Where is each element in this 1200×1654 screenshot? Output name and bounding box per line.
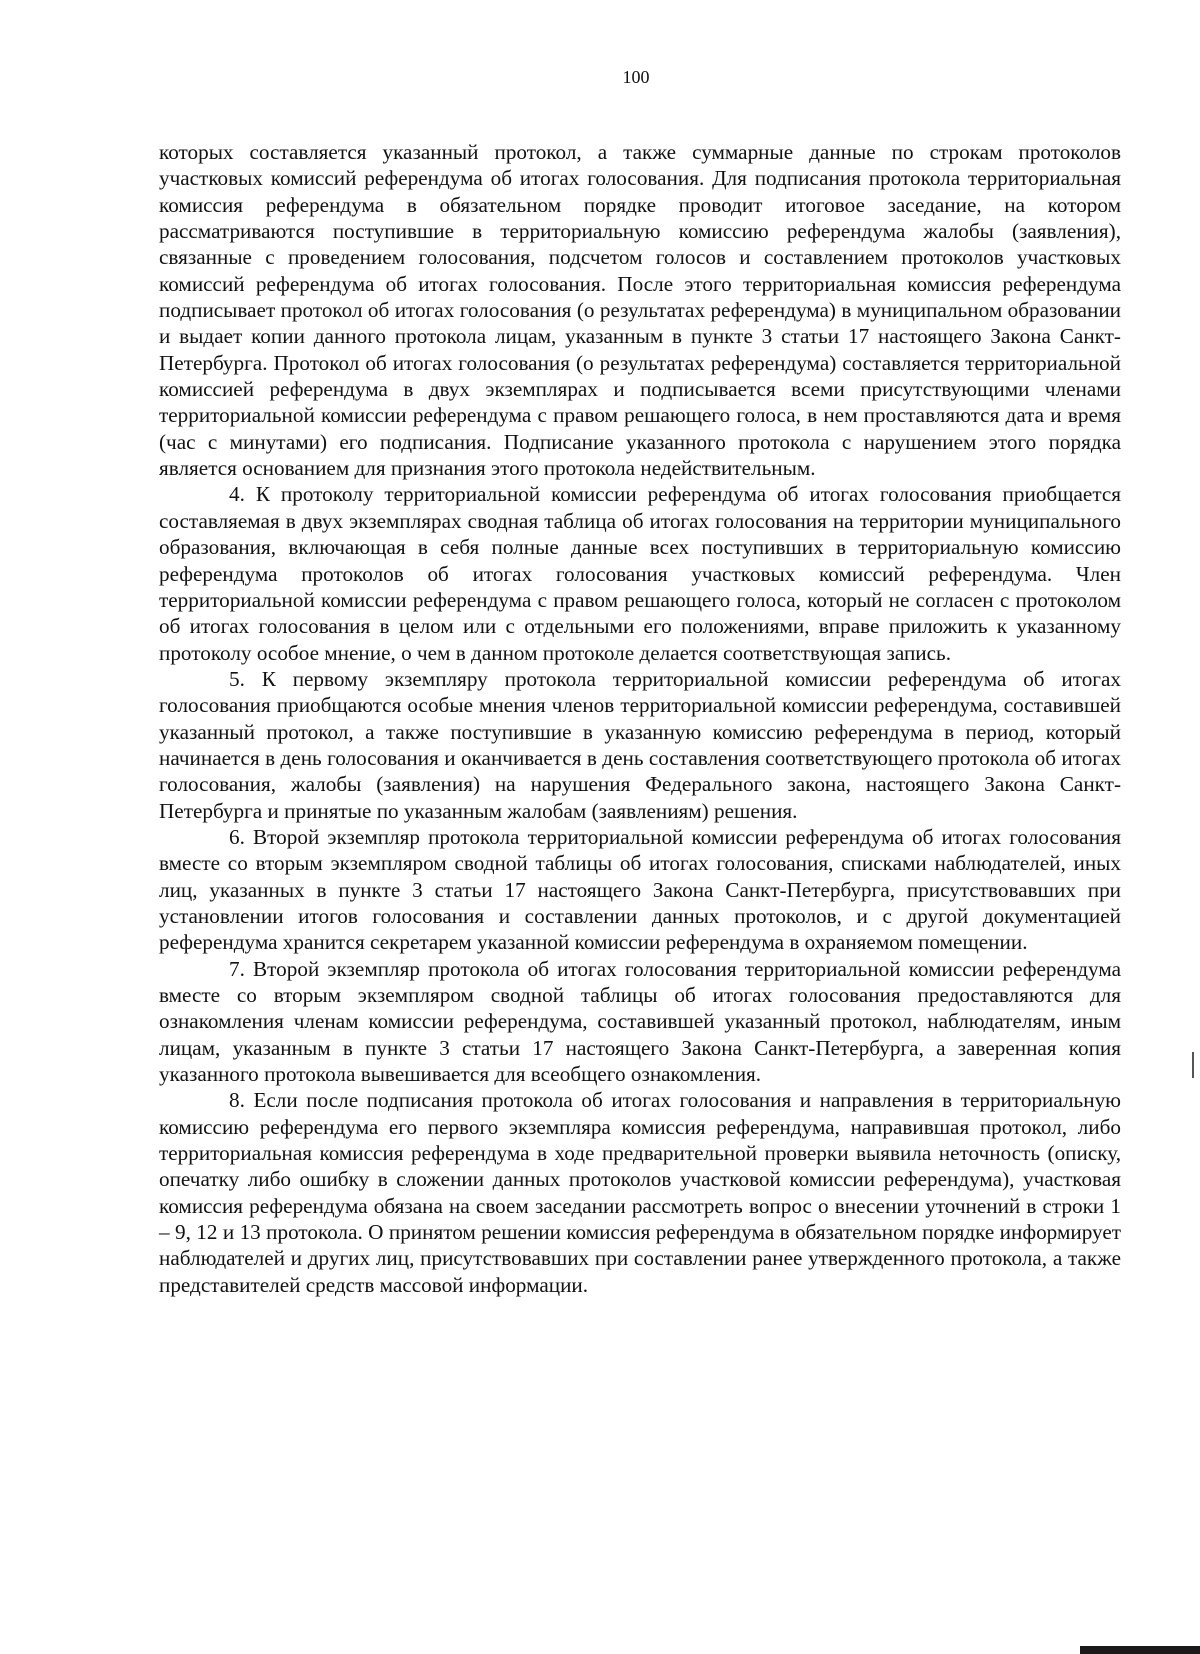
page-number: 100	[622, 67, 650, 87]
paragraph-item-7: 7. Второй экземпляр протокола об итогах голосования территориальной комиссии референдума вместе со вторым экземпляром сводной таблицы об итогах голосования предоставляются для ознакомления членам комиссии референдума, составившей указанный протокол, наблюдателям, иным лицам, указанным в пункте 3 статьи 17 настоящего Закона Санкт-Петербурга, а заверенная копия указанного протокола вывешивается для всеобщего ознакомления.	[159, 956, 1121, 1087]
scan-bottom-edge	[1080, 1646, 1200, 1654]
scan-edge-mark	[1192, 1052, 1194, 1078]
paragraph-continuation: которых составляется указанный протокол, а также суммарные данные по строкам протоколов участковых комиссий референдума об итогах голосования. Для подписания протокола территориальная комиссия референдума в обязательном порядке проводит итоговое заседание, на котором рассматриваются поступившие в территориальную комиссию референдума жалобы (заявления), связанные с проведением голосования, подсчетом голосов и составлением протоколов участковых комиссий референдума об итогах голосования. После этого территориальная комиссия референдума подписывает протокол об итогах голосования (о результатах референдума) в муниципальном образовании и выдает копии данного протокола лицам, указанным в пункте 3 статьи 17 настоящего Закона Санкт-Петербурга. Протокол об итогах голосования (о результатах референдума) составляется территориальной комиссией референдума в двух экземплярах и подписывается всеми присутствующими членами территориальной комиссии референдума с правом решающего голоса, в нем проставляются дата и время (час с минутами) его подписания. Подписание указанного протокола с нарушением этого порядка является основанием для признания этого протокола недействительным.	[159, 140, 1121, 481]
paragraph-item-5: 5. К первому экземпляру протокола территориальной комиссии референдума об итогах голосования приобщаются особые мнения членов территориальной комиссии референдума, составившей указанный протокол, а также поступившие в указанную комиссию референдума в период, который начинается в день голосования и оканчивается в день составления соответствующего протокола об итогах голосования, жалобы (заявления) на нарушения Федерального закона, настоящего Закона Санкт-Петербурга и принятые по указанным жалобам (заявлениям) решения.	[159, 666, 1121, 823]
paragraph-item-4: 4. К протоколу территориальной комиссии референдума об итогах голосования приобщается составляемая в двух экземплярах сводная таблица об итогах голосования на территории муниципального образования, включающая в себя полные данные всех поступивших в территориальную комиссию референдума протоколов об итогах голосования участковых комиссий референдума. Член территориальной комиссии референдума с правом решающего голоса, который не согласен с протоколом об итогах голосования в целом или с отдельными его положениями, вправе приложить к указанному протоколу особое мнение, о чем в данном протоколе делается соответствующая запись.	[159, 482, 1121, 665]
paragraph-item-6: 6. Второй экземпляр протокола территориальной комиссии референдума об итогах голосования вместе со вторым экземпляром сводной таблицы об итогах голосования, списками наблюдателей, иных лиц, указанных в пункте 3 статьи 17 настоящего Закона Санкт-Петербурга, присутствовавших при установлении итогов голосования и составлении данных протоколов, и с другой документацией референдума хранится секретарем указанной комиссии референдума в охраняемом помещении.	[159, 824, 1121, 955]
document-body	[159, 139, 1121, 1298]
paragraph-item-8: 8. Если после подписания протокола об итогах голосования и направления в территориальную комиссию референдума его первого экземпляра комиссия референдума, направившая протокол, либо территориальная комиссия референдума в ходе предварительной проверки выявила неточность (описку, опечатку либо ошибку в сложении данных протоколов участковой комиссии референдума), участковая комиссия референдума обязана на своем заседании рассмотреть вопрос о внесении уточнений в строки 1 – 9, 12 и 13 протокола. О принятом решении комиссия референдума в обязательном порядке информирует наблюдателей и других лиц, присутствовавших при составлении ранее утвержденного протокола, а также представителей средств массовой информации.	[159, 1088, 1121, 1297]
